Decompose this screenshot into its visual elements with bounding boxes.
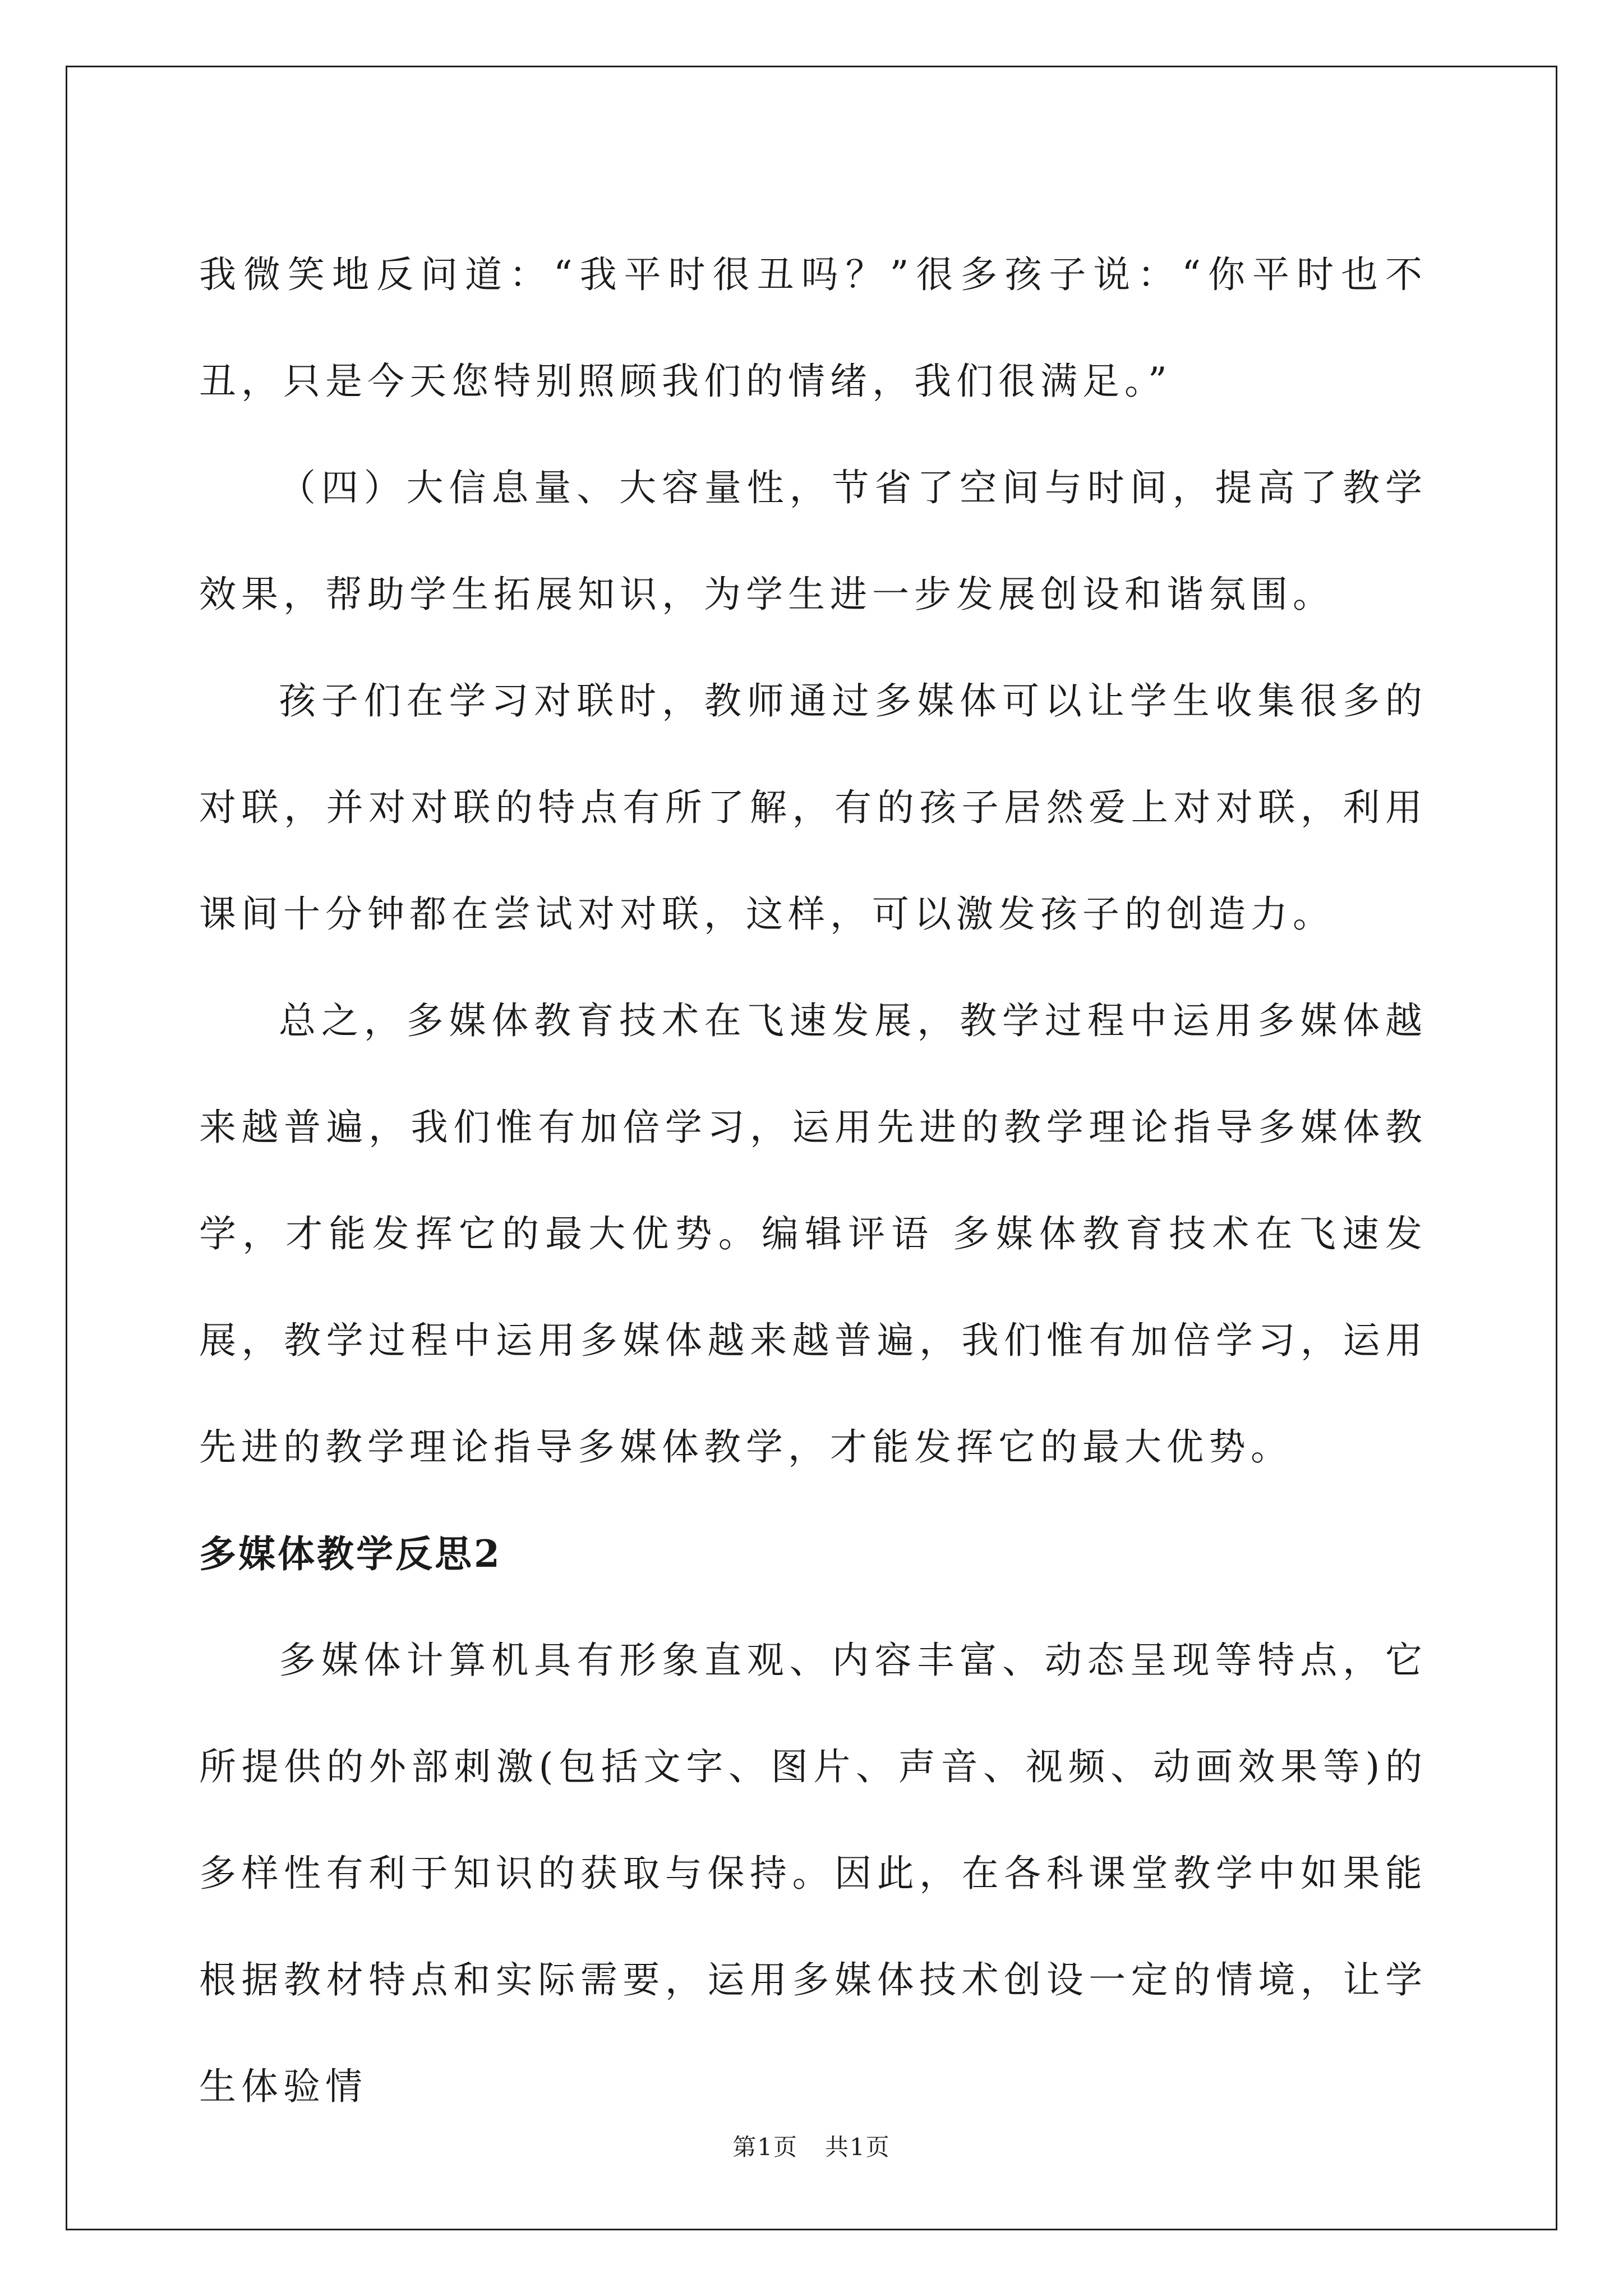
paragraph-point-four: （四）大信息量、大容量性，节省了空间与时间，提高了教学效果，帮助学生拓展知识，为学生进一步发展创设和谐氛围。 xyxy=(199,466,1427,616)
paragraph-section-intro: 多媒体计算机具有形象直观、内容丰富、动态呈现等特点，它所提供的外部刺激(包括文字、图片、声音、视频、动画效果等)的多样性有利于知识的获取与保持。因此，在各科课堂教学中如果能根据教材特点和实际需要，运用多媒体技术创设一定的情境，让学生体验情 xyxy=(199,1639,1427,2108)
page-number: 第1页 xyxy=(732,2133,798,2161)
page-footer xyxy=(0,2129,1623,2162)
paragraph-conclusion: 总之，多媒体教育技术在飞速发展，教学过程中运用多媒体越来越普遍，我们惟有加倍学习，运用先进的教学理论指导多媒体教学，才能发挥它的最大优势。编辑评语 多媒体教育技术在飞速发展，教学过程中运用多媒体越来越普遍，我们惟有加倍学习，运用先进的教学理论指导多媒体教学，才能发挥它的最大优势。 xyxy=(199,999,1427,1469)
document-body xyxy=(199,222,1427,2140)
paragraph-couplets: 孩子们在学习对联时，教师通过多媒体可以让学生收集很多的对联，并对对联的特点有所了解，有的孩子居然爱上对对联，利用课间十分钟都在尝试对对联，这样，可以激发孩子的创造力。 xyxy=(199,679,1427,936)
page-total: 共1页 xyxy=(825,2133,891,2161)
section-heading: 多媒体教学反思2 xyxy=(199,1532,502,1576)
paragraph-continuation: 我微笑地反问道：“我平时很丑吗？”很多孩子说：“你平时也不丑，只是今天您特别照顾我们的情绪，我们很满足。” xyxy=(199,253,1427,403)
